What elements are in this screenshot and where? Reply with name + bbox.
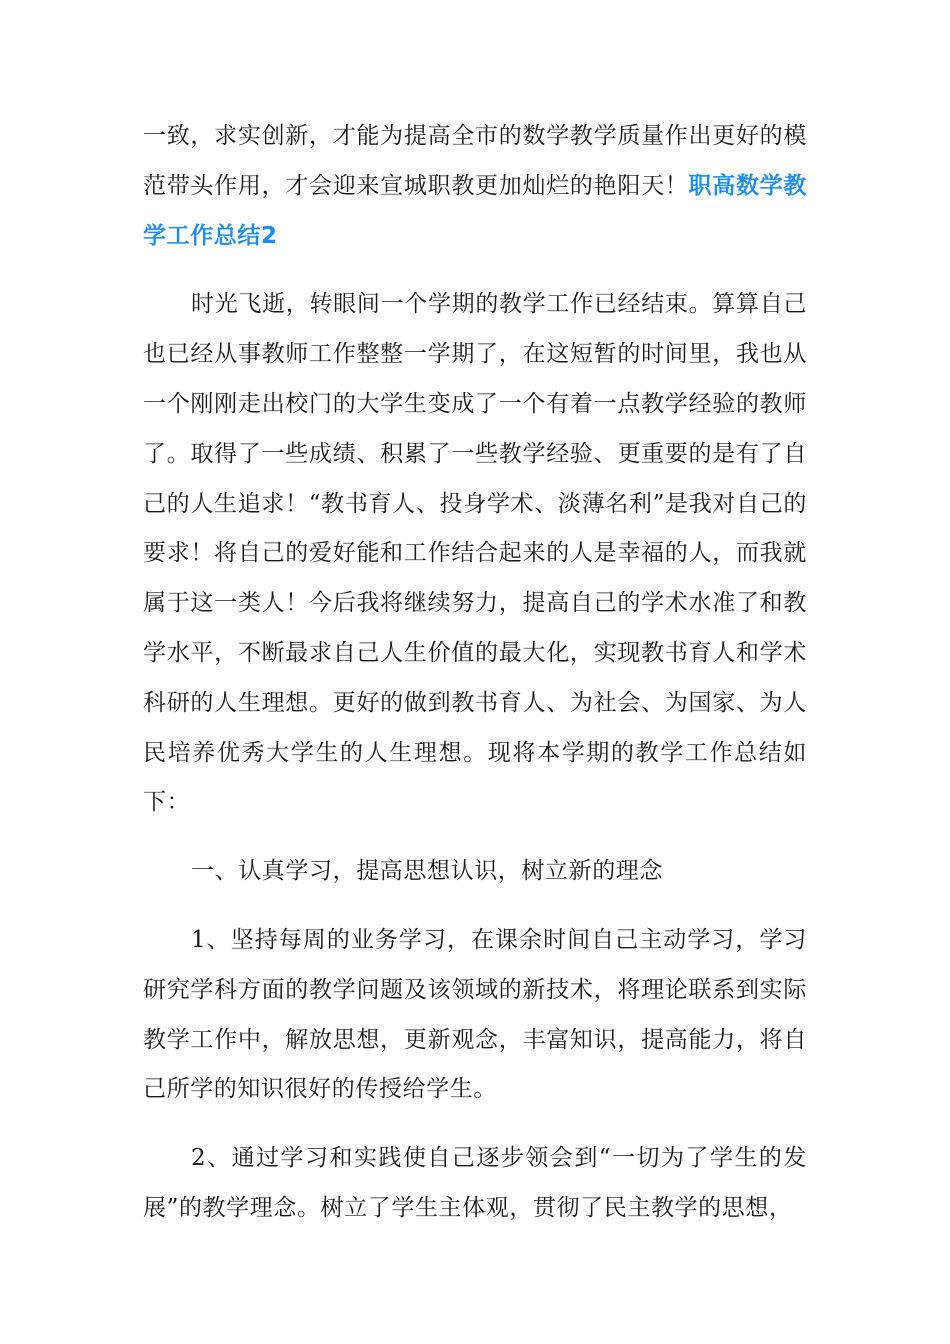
- intro-text: 一致，求实创新，才能为提高全市的数学教学质量作出更好的模范带头作用，才会迎来宣城职教更加灿烂的艳阳天！: [143, 123, 807, 199]
- body-paragraph-1: 时光飞逝，转眼间一个学期的教学工作已经结束。算算自己也已经从事教师工作整整一学期了，在这短暂的时间里，我也从一个刚刚走出校门的大学生变成了一个有着一点教学经验的教师了。取得了一些成绩、积累了一些教学经验、更重要的是有了自己的人生追求！“教书育人、投身学术、淡薄名利”是我对自己的要求！将自己的爱好能和工作结合起来的人是幸福的人，而我就属于这一类人！今后我将继续努力，提高自己的学术水准了和教学水平，不断最求自己人生价值的最大化，实现教书育人和学术科研的人生理想。更好的做到教书育人、为社会、为国家、为人民培养优秀大学生的人生理想。现将本学期的教学工作总结如下：: [143, 291, 807, 816]
- list-item-1: 1、坚持每周的业务学习，在课余时间自己主动学习，学习研究学科方面的教学问题及该领域的新技术，将理论联系到实际教学工作中，解放思想，更新观念，丰富知识，提高能力，将自己所学的知识很好的传授给学生。: [143, 926, 807, 1103]
- section-heading-1: 一、认真学习，提高思想认识，树立新的理念: [191, 858, 663, 885]
- section-title-link[interactable]: 职高数学教学工作总结2: [143, 172, 807, 249]
- list-item-2: 2、通过学习和实践使自己逐步领会到“一切为了学生的发展”的教学理念。树立了学生主体观，贯彻了民主教学的思想，: [143, 1145, 807, 1221]
- intro-paragraph: [143, 112, 807, 261]
- document-page: [143, 112, 807, 1234]
